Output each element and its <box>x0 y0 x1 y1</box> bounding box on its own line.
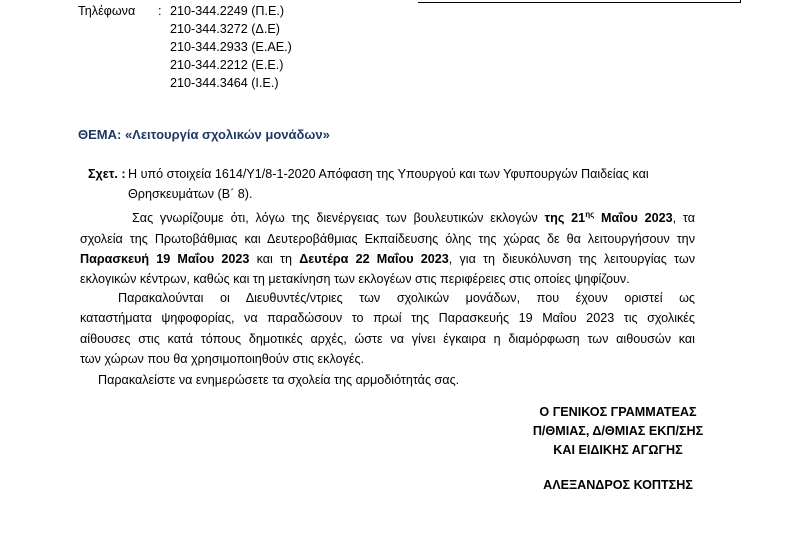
text-run: της 21 <box>544 211 586 226</box>
phone-number: 210-344.3272 (Δ.Ε) <box>170 22 280 36</box>
date-highlight <box>545 211 673 225</box>
text-run: και τη <box>249 252 300 266</box>
reference-label: Σχετ. : <box>88 167 126 181</box>
phone-number: 210-344.2933 (Ε.ΑΕ.) <box>170 40 292 54</box>
paragraph-request: Παρακαλείστε να ενημερώσετε τα σχολεία της αρμοδιότητάς σας. <box>98 373 460 387</box>
subject-line: ΘΕΜΑ: «Λειτουργία σχολικών μονάδων» <box>78 127 330 142</box>
signature-title: ΚΑΙ ΕΙΔΙΚΗΣ ΑΓΩΓΗΣ <box>553 443 683 457</box>
text-run: Σας γνωρίζουμε ότι, λόγω της διενέργειας των βουλευτικών εκλογών <box>132 211 545 226</box>
reference-text-continued: Θρησκευμάτων (Β΄ 8). <box>128 187 253 201</box>
phone-label: Τηλέφωνα <box>78 4 136 18</box>
paragraph-line: καταστήματα ψηφοφορίας, να παραδώσουν το πρωί της Παρασκευής 19 Μαΐου 2023 τις σχολικές <box>80 311 695 326</box>
ordinal-suffix: ης <box>585 210 595 219</box>
paragraph-instructions <box>80 288 695 370</box>
paragraph-line <box>80 205 695 229</box>
signature-title: Ο ΓΕΝΙΚΟΣ ΓΡΑΜΜΑΤΕΑΣ <box>539 405 697 419</box>
phone-colon: : <box>158 4 162 18</box>
paragraph-line: εκλογικών κέντρων, καθώς και τη μετακίνηση των εκλογέων στις περιφέρειες στις οποίες ψηφίζουν. <box>80 272 630 287</box>
paragraph-line <box>80 249 695 269</box>
text-run: , για τη διευκόλυνση της λειτουργίας των <box>448 252 695 266</box>
text-run: Μαΐου 2023 <box>594 211 673 226</box>
date-highlight: Παρασκευή 19 Μαΐου 2023 <box>80 252 250 266</box>
paragraph-line: Παρακαλούνται οι Διευθυντές/ντριες των σχολικών μονάδων, που έχουν οριστεί ως <box>118 291 695 305</box>
paragraph-line: των χώρων που θα χρησιμοποιηθούν στις εκλογές. <box>80 352 365 367</box>
reference-text: Η υπό στοιχεία 1614/Υ1/8-1-2020 Απόφαση της Υπουργού και των Υφυπουργών Παιδείας και <box>128 167 649 181</box>
paragraph-line: σχολεία της Πρωτοβάθμιας και Δευτεροβάθμιας Εκπαίδευσης όλης της χώρας δε θα λειτουργήσουν την <box>80 231 695 246</box>
phone-number: 210-344.2212 (Ε.Ε.) <box>170 58 284 72</box>
paragraph-announcement <box>80 205 695 290</box>
signature-title: Π/ΘΜΙΑΣ, Δ/ΘΜΙΑΣ ΕΚΠ/ΣΗΣ <box>532 424 704 438</box>
header-box-fragment <box>418 0 741 3</box>
phone-number: 210-344.3464 (Ι.Ε.) <box>170 76 279 90</box>
phone-number: 210-344.2249 (Π.Ε.) <box>170 4 285 18</box>
date-highlight: Δευτέρα 22 Μαΐου 2023 <box>299 252 449 266</box>
text-run: , τα <box>672 211 696 226</box>
signatory-name: ΑΛΕΞΑΝΔΡΟΣ ΚΟΠΤΣΗΣ <box>543 478 693 492</box>
paragraph-line: αίθουσες στις κατά τόπους δημοτικές αρχές, ώστε να γίνει έγκαιρα η διαμόρφωση των αιθουσών και <box>80 331 695 346</box>
